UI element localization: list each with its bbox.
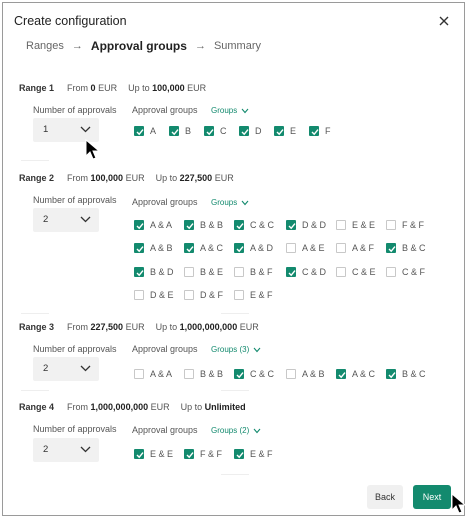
checkbox-empty-icon[interactable] [184,369,194,379]
checkbox-checked-icon[interactable] [234,243,244,253]
from-value: 1,000,000,000 [90,402,149,412]
approval-group-checkbox[interactable] [134,290,174,300]
checkbox-checked-icon[interactable] [204,126,214,136]
checkbox-label: A & A [150,369,173,379]
groups-dropdown-link[interactable]: Groups [211,198,249,207]
approval-group-checkbox[interactable] [336,220,375,230]
checkbox-checked-icon[interactable] [386,369,396,379]
checkbox-label: E & E [150,449,174,459]
checkbox-checked-icon[interactable] [234,220,244,230]
approval-group-checkbox[interactable] [134,220,172,230]
approval-group-checkbox[interactable] [274,126,296,136]
number-of-approvals-label: Number of approvals [33,344,117,354]
checkbox-label: B & B [200,369,224,379]
checkbox-checked-icon[interactable] [169,126,179,136]
checkbox-empty-icon[interactable] [336,267,346,277]
checkbox-empty-icon[interactable] [184,267,194,277]
close-icon[interactable] [436,13,452,29]
from-unit: EUR [98,83,118,93]
step-summary[interactable]: Summary [213,40,261,52]
checkbox-label: C & C [250,369,275,379]
to-value: 1,000,000,000 [179,322,238,332]
checkbox-checked-icon[interactable] [184,243,194,253]
to-unit: EUR [239,322,259,332]
approval-group-checkbox[interactable] [134,126,156,136]
to-value: 100,000 [152,83,185,93]
approval-group-checkbox[interactable] [234,243,273,253]
checkbox-label: A & C [200,243,224,254]
range-label: Range 3 [19,322,55,332]
approval-group-checkbox[interactable] [234,267,273,277]
chevron-down-icon [80,364,91,373]
approval-group-checkbox[interactable] [184,290,223,300]
checkbox-checked-icon[interactable] [286,220,296,230]
groups-dropdown-link[interactable]: Groups [211,106,249,115]
range-header [19,322,259,332]
checkbox-label: D & E [150,289,174,300]
divider [21,390,49,391]
checkbox-label: D & F [200,289,224,300]
approval-group-checkbox[interactable] [309,126,331,136]
checkbox-label: C & E [352,266,376,277]
number-of-approvals-select[interactable] [33,357,99,381]
checkbox-checked-icon[interactable] [309,126,319,136]
checkbox-label: A & B [302,369,325,379]
divider [221,474,249,475]
checkbox-empty-icon[interactable] [386,267,396,277]
from-prefix: From [67,402,89,412]
number-of-approvals-label: Number of approvals [33,195,117,205]
chevron-down-icon [80,215,91,224]
step-ranges[interactable]: Ranges [26,40,64,52]
checkbox-empty-icon[interactable] [336,243,346,253]
divider [21,313,49,314]
from-unit: EUR [150,402,170,412]
approval-group-checkbox[interactable] [184,369,223,379]
checkbox-checked-icon[interactable] [134,267,144,277]
chevron-down-icon [80,445,91,454]
to-prefix: Up to [128,83,150,93]
checkbox-label: C [220,126,227,136]
checkbox-checked-icon[interactable] [239,126,249,136]
approval-group-checkbox[interactable] [134,369,172,379]
from-value: 0 [90,83,96,93]
to-prefix: Up to [180,402,203,412]
to-prefix: Up to [155,322,178,332]
dialog-footer [3,481,464,516]
checkbox-label: B & C [402,369,426,379]
approval-groups-label: Approval groups [132,197,198,207]
checkbox-label: B [185,126,192,136]
approval-groups-label: Approval groups [132,344,198,354]
approval-groups-label: Approval groups [132,425,198,435]
to-prefix: Up to [155,173,178,183]
mouse-cursor-icon [451,493,467,515]
selected-value: 2 [43,444,49,455]
approval-group-checkbox[interactable] [169,126,191,136]
breadcrumb-stepper [26,39,261,53]
create-configuration-dialog [2,2,465,516]
to-unit: EUR [187,83,207,93]
from-unit: EUR [125,173,145,183]
number-of-approvals-label: Number of approvals [33,105,117,115]
approval-group-checkbox[interactable] [234,220,274,230]
checkbox-checked-icon[interactable] [134,220,144,230]
number-of-approvals-select[interactable] [33,438,99,462]
approval-group-checkbox[interactable] [286,267,326,277]
checkbox-checked-icon[interactable] [184,449,194,459]
checkbox-empty-icon[interactable] [234,267,244,277]
number-of-approvals-label: Number of approvals [33,424,117,434]
checkbox-label: C & C [250,220,275,230]
checkbox-label: B & F [250,266,273,277]
checkbox-label: D [255,126,262,136]
checkbox-empty-icon[interactable] [234,290,244,300]
checkbox-label: E & E [352,220,376,230]
range-header [19,173,234,183]
checkbox-label: A & A [150,220,173,230]
number-of-approvals-select[interactable] [33,208,99,232]
checkbox-checked-icon[interactable] [386,243,396,253]
checkbox-label: D & D [302,220,327,230]
approval-group-checkbox[interactable] [336,243,374,253]
checkbox-checked-icon[interactable] [234,369,244,379]
approval-group-checkbox[interactable] [386,243,426,253]
approval-group-checkbox[interactable] [184,220,223,230]
from-prefix: From [67,322,89,332]
checkbox-empty-icon[interactable] [286,243,296,253]
to-value: 227,500 [179,173,213,183]
approval-groups-label: Approval groups [132,105,198,115]
approval-group-checkbox[interactable] [286,243,325,253]
dialog-title: Create configuration [14,14,127,28]
range-header [19,402,246,412]
checkbox-empty-icon[interactable] [336,220,346,230]
checkbox-label: F & F [402,220,424,230]
checkbox-empty-icon[interactable] [386,220,396,230]
arrow-right-icon: → [194,40,206,52]
selected-value: 2 [43,214,49,225]
approval-group-checkbox[interactable] [134,243,173,253]
range-label: Range 2 [19,173,55,183]
checkbox-checked-icon[interactable] [184,220,194,230]
range-label: Range 1 [19,83,55,93]
checkbox-checked-icon[interactable] [234,449,244,459]
approval-group-checkbox[interactable] [234,449,273,459]
approval-group-checkbox[interactable] [239,126,262,136]
dialog-header [3,3,464,73]
arrow-right-icon: → [71,40,83,52]
checkbox-label: E & F [250,449,273,459]
approval-group-checkbox[interactable] [234,290,273,300]
from-value: 227,500 [90,322,124,332]
to-value: Unlimited [204,402,246,412]
checkbox-checked-icon[interactable] [286,267,296,277]
chevron-down-icon [253,347,261,353]
range-label: Range 4 [19,402,55,412]
mouse-cursor-icon [85,139,101,161]
checkbox-label: C & F [402,266,426,277]
checkbox-label: A & D [250,243,274,254]
checkbox-label: B & D [150,266,174,277]
checkbox-label: E & F [250,289,273,300]
approval-group-checkbox[interactable] [336,369,375,379]
checkbox-label: A [150,126,157,136]
approval-group-checkbox[interactable] [286,220,326,230]
checkbox-label: B & E [200,266,224,277]
checkbox-checked-icon[interactable] [274,126,284,136]
checkbox-label: F [325,126,331,136]
checkbox-label: F & F [200,449,222,459]
checkbox-label: B & C [402,243,426,254]
approval-group-checkbox[interactable] [134,449,173,459]
divider [221,313,249,314]
approval-group-checkbox[interactable] [336,267,376,277]
checkbox-label: A & F [352,243,375,254]
approval-group-checkbox[interactable] [204,126,227,136]
checkbox-checked-icon[interactable] [336,369,346,379]
groups-dropdown-link[interactable]: Groups (2) [211,426,261,435]
checkbox-label: A & B [150,243,173,254]
groups-dropdown-link[interactable]: Groups (3) [211,345,261,354]
checkbox-empty-icon[interactable] [134,369,144,379]
checkbox-empty-icon[interactable] [286,369,296,379]
checkbox-label: B & B [200,220,224,230]
from-prefix: From [67,173,89,183]
chevron-down-icon [253,428,261,434]
from-unit: EUR [125,322,145,332]
checkbox-label: C & D [302,266,327,277]
checkbox-empty-icon[interactable] [134,290,144,300]
divider [221,390,249,391]
checkbox-empty-icon[interactable] [184,290,194,300]
approval-group-checkbox[interactable] [134,267,174,277]
approval-group-checkbox[interactable] [386,267,425,277]
chevron-down-icon [241,108,249,114]
divider [21,160,49,161]
from-prefix: From [67,83,89,93]
checkbox-label: E [290,126,297,136]
back-button[interactable]: Back [367,485,403,509]
selected-value: 1 [43,124,49,135]
checkbox-checked-icon[interactable] [134,126,144,136]
chevron-down-icon [80,125,91,134]
approval-group-checkbox[interactable] [184,267,223,277]
to-unit: EUR [214,173,234,183]
approval-group-checkbox[interactable] [386,220,424,230]
approval-group-checkbox[interactable] [234,369,274,379]
range-header [19,83,206,93]
approval-group-checkbox[interactable] [386,369,426,379]
next-button[interactable]: Next [413,485,451,509]
checkbox-checked-icon[interactable] [134,449,144,459]
chevron-down-icon [241,200,249,206]
approval-group-checkbox[interactable] [184,243,223,253]
approval-group-checkbox[interactable] [286,369,325,379]
checkbox-label: A & E [302,243,325,254]
from-value: 100,000 [90,173,124,183]
selected-value: 2 [43,363,49,374]
checkbox-label: A & C [352,369,376,379]
checkbox-checked-icon[interactable] [134,243,144,253]
approval-group-checkbox[interactable] [184,449,222,459]
step-approval-groups[interactable]: Approval groups [90,39,187,53]
